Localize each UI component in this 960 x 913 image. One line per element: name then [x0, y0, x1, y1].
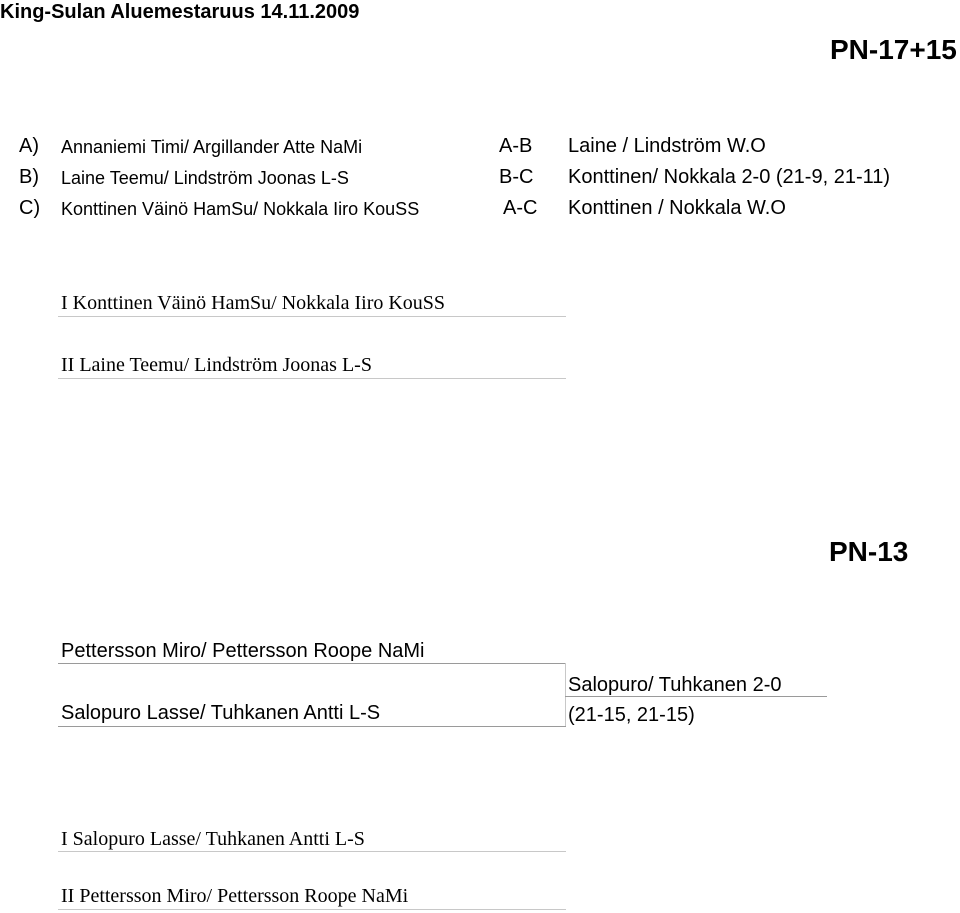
bracket-result-line1: Salopuro/ Tuhkanen 2-0: [568, 674, 782, 696]
placement-second: II Laine Teemu/ Lindström Joonas L-S: [61, 354, 372, 376]
placement-divider: [58, 909, 566, 910]
placement-divider: [58, 316, 566, 317]
pool-team: Konttinen Väinö HamSu/ Nokkala Iiro KouSS: [61, 199, 420, 219]
pool-letter: B): [19, 166, 39, 188]
pool-letter: C): [19, 197, 41, 219]
pool-result: Laine / Lindström W.O: [568, 135, 766, 157]
bracket-result-line2: (21-15, 21-15): [568, 704, 695, 726]
bracket-team-bottom: Salopuro Lasse/ Tuhkanen Antti L-S: [61, 702, 381, 724]
pool-team: Annaniemi Timi/ Argillander Atte NaMi: [61, 137, 363, 157]
placement-first: I Konttinen Väinö HamSu/ Nokkala Iiro KouSS: [61, 292, 446, 314]
placement-divider: [58, 851, 566, 852]
bracket-team-top: Pettersson Miro/ Pettersson Roope NaMi: [61, 640, 425, 662]
pool-pair: B-C: [499, 166, 534, 188]
pool-pair: A-B: [499, 135, 533, 157]
placement-divider: [58, 378, 566, 379]
bracket-result-line: [565, 696, 827, 697]
pool-result: Konttinen / Nokkala W.O: [568, 197, 786, 219]
bracket-line-bottom: [58, 726, 566, 727]
page-title: King-Sulan Aluemestaruus 14.11.2009: [0, 1, 360, 23]
pool-result: Konttinen/ Nokkala 2-0 (21-9, 21-11): [568, 166, 891, 188]
bracket-line-top: [58, 663, 566, 664]
placement-first: I Salopuro Lasse/ Tuhkanen Antti L-S: [61, 828, 365, 850]
class-label-pn13: PN-13: [829, 536, 909, 567]
class-label-pn17: PN-17+15: [830, 34, 957, 65]
pool-team: Laine Teemu/ Lindström Joonas L-S: [61, 168, 349, 188]
pool-pair: A-C: [503, 197, 538, 219]
pool-letter: A): [19, 135, 39, 157]
placement-second: II Pettersson Miro/ Pettersson Roope NaMi: [61, 885, 409, 907]
bracket-connector: [565, 663, 566, 726]
